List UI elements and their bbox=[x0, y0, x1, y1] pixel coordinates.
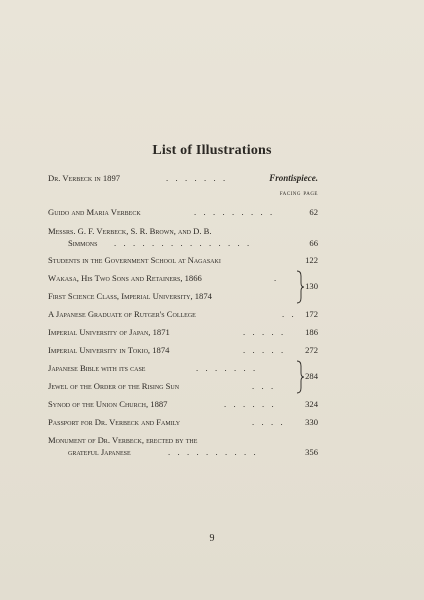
entry-label-continued: grateful Japanese bbox=[68, 447, 131, 457]
entry-label: Jewel of the Order of the Rising Sun bbox=[48, 381, 180, 391]
entry-label: First Science Class, Imperial University, 1874 bbox=[48, 291, 212, 301]
entry-leader: . . . . . . . . . . . . . . . bbox=[114, 238, 252, 248]
entry-page: Frontispiece. bbox=[269, 173, 318, 183]
entry-page: 324 bbox=[305, 399, 318, 409]
brace-icon bbox=[296, 270, 304, 304]
entry-leader: . . . . . . . bbox=[166, 173, 228, 183]
entry-page: 356 bbox=[305, 447, 318, 457]
entry-label: Imperial University of Japan, 1871 bbox=[48, 327, 170, 337]
entry-label: Passport for Dr. Verbeck and Family bbox=[48, 417, 181, 427]
page-number: 9 bbox=[209, 533, 215, 544]
entry-page: 172 bbox=[305, 309, 318, 319]
entry-label: Japanese Bible with its case bbox=[48, 363, 146, 373]
entry-page: 330 bbox=[305, 417, 318, 427]
entry-label: A Japanese Graduate of Rutger's College bbox=[48, 309, 196, 319]
entry-page: 62 bbox=[309, 207, 318, 217]
entry-label-continued: Simmons bbox=[68, 238, 98, 248]
entry-leader: . . . . . . . . . . bbox=[168, 447, 259, 457]
entry-label: Imperial University in Tokio, 1874 bbox=[48, 345, 170, 355]
entry-leader: . . . . . . . . . bbox=[194, 207, 275, 217]
brace-icon bbox=[296, 360, 304, 394]
entry-page: 186 bbox=[305, 327, 318, 337]
facing-page-label: facing page bbox=[279, 188, 318, 197]
entry-label: Students in the Government School at Nagasaki bbox=[48, 255, 221, 265]
entry-label: Wakasa, His Two Sons and Retainers, 1866 bbox=[48, 273, 202, 283]
entry-leader: . . . bbox=[252, 381, 276, 391]
brace-page: 284 bbox=[305, 371, 318, 381]
entry-label: Monument of Dr. Verbeck, erected by the bbox=[48, 435, 198, 445]
entry-leader: . . . . . bbox=[243, 345, 286, 355]
entry-label: Messrs. G. F. Verbeck, S. R. Brown, and D. B. bbox=[48, 226, 212, 236]
brace-page: 130 bbox=[305, 281, 318, 291]
entry-label: Dr. Verbeck in 1897 bbox=[48, 173, 121, 183]
entry-page: 272 bbox=[305, 345, 318, 355]
entry-leader: . bbox=[274, 273, 279, 283]
entry-label: Guido and Maria Verbeck bbox=[48, 207, 141, 217]
entry-leader: . . bbox=[282, 309, 297, 319]
page-title: List of Illustrations bbox=[152, 143, 272, 158]
entry-leader: . . . . . . . bbox=[196, 363, 258, 373]
entry-label: Synod of the Union Church, 1887 bbox=[48, 399, 168, 409]
entry-page: 66 bbox=[309, 238, 318, 248]
entry-page: 122 bbox=[305, 255, 318, 265]
entry-leader: . . . . . . bbox=[224, 399, 277, 409]
entry-leader: . . . . . bbox=[243, 327, 286, 337]
entry-leader: . . . . bbox=[252, 417, 286, 427]
